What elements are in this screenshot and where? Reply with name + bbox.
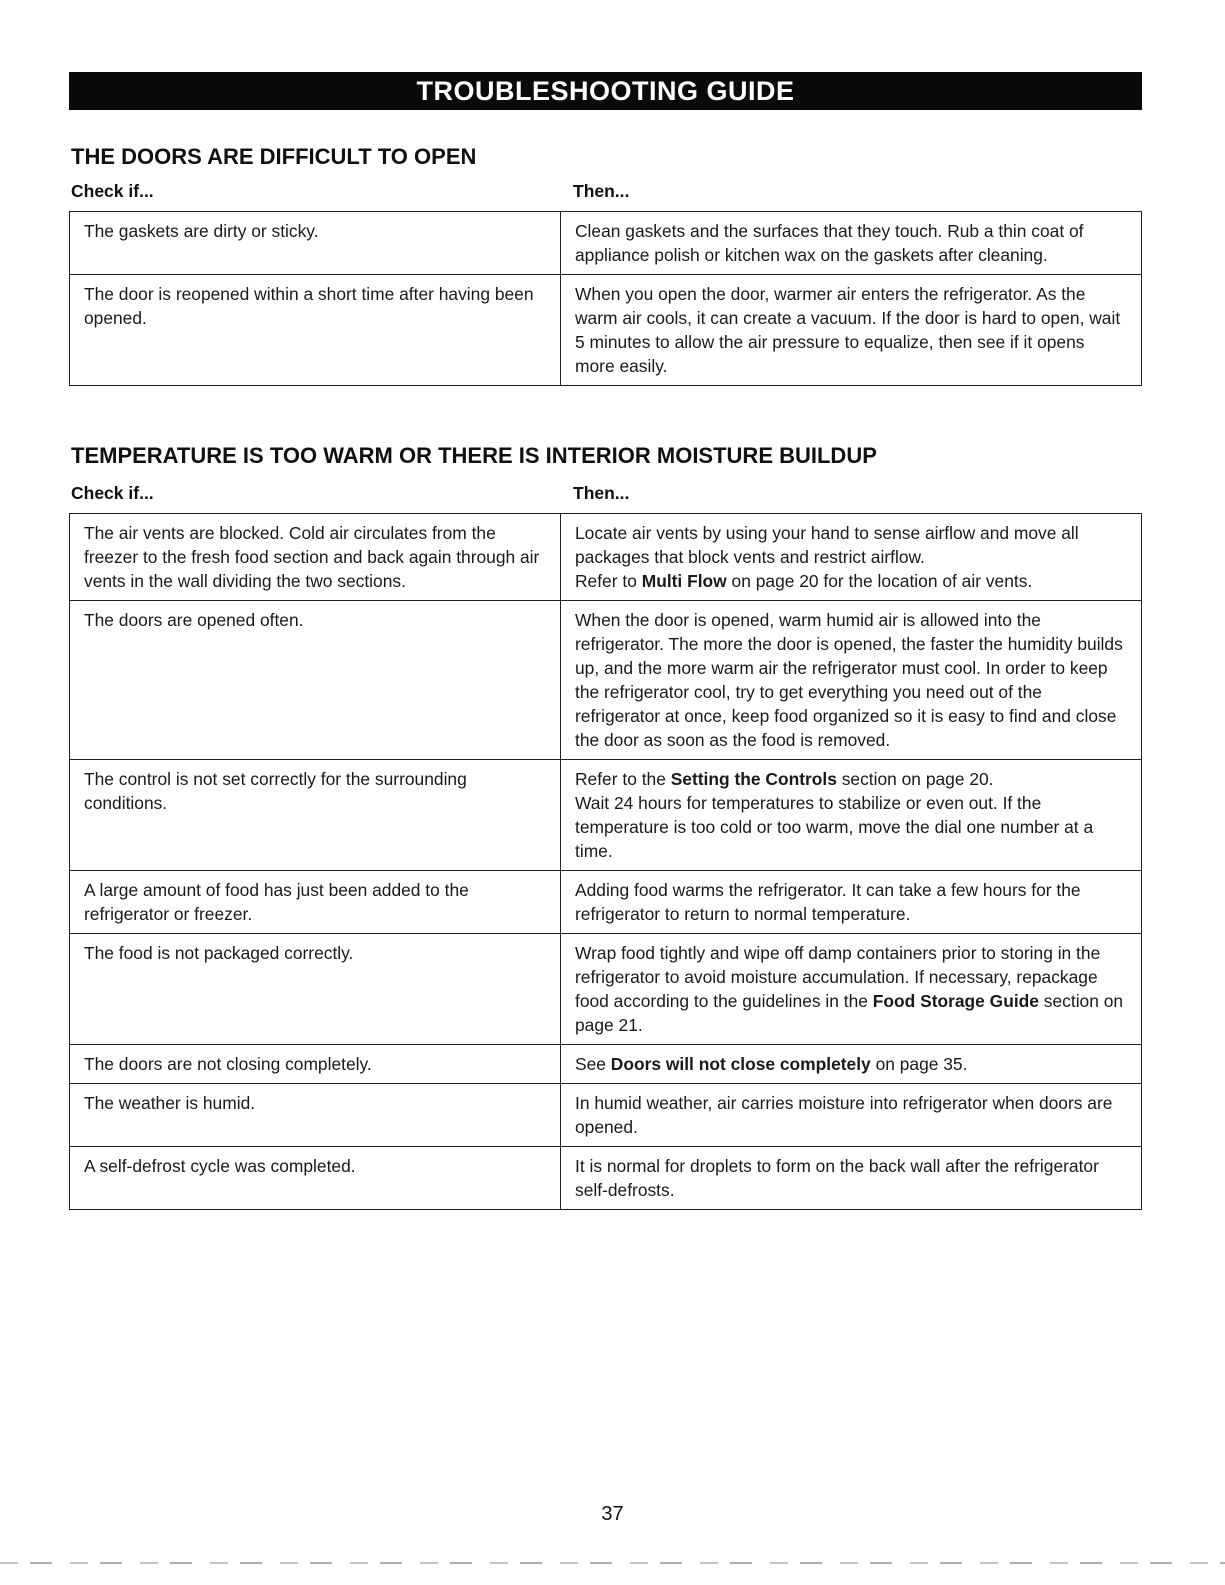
solution-text: Wait 24 hours for temperatures to stabilize or even out. If the temperature is too cold or too warm, move the dial one number at a time. — [575, 793, 1094, 861]
check-cell: The door is reopened within a short time after having been opened. — [70, 275, 561, 386]
solution-text: See — [575, 1054, 611, 1074]
solution-text: When you open the door, warmer air enters the refrigerator. As the warm air cools, it can create a vacuum. If the door is hard to open, wait 5 minutes to allow the air pressure to equalize, then see if it opens more easily. — [575, 284, 1121, 376]
table-row — [70, 514, 1142, 601]
check-cell: The doors are opened often. — [70, 601, 561, 760]
solution-text: Refer to the — [575, 769, 671, 789]
then-cell — [561, 212, 1142, 275]
then-cell — [561, 871, 1142, 934]
check-cell: A self-defrost cycle was completed. — [70, 1147, 561, 1210]
check-cell: The food is not packaged correctly. — [70, 934, 561, 1045]
solution-text: In humid weather, air carries moisture into refrigerator when doors are opened. — [575, 1093, 1113, 1137]
table-row — [70, 212, 1142, 275]
then-cell — [561, 514, 1142, 601]
check-cell: The weather is humid. — [70, 1084, 561, 1147]
then-cell — [561, 1045, 1142, 1084]
table-row — [70, 275, 1142, 386]
troubleshooting-table-doors — [69, 211, 1142, 386]
then-header: Then... — [573, 483, 630, 503]
page-title-banner: TROUBLESHOOTING GUIDE — [69, 72, 1142, 110]
solution-text: Refer to — [575, 571, 642, 591]
table-row — [70, 1147, 1142, 1210]
check-cell: The control is not set correctly for the surrounding conditions. — [70, 760, 561, 871]
then-cell — [561, 760, 1142, 871]
then-cell — [561, 1147, 1142, 1210]
table-row — [70, 601, 1142, 760]
check-cell: The gaskets are dirty or sticky. — [70, 212, 561, 275]
solution-text: section on page 21. — [575, 991, 1124, 1035]
check-cell: The air vents are blocked. Cold air circulates from the freezer to the fresh food section and back again through air vents in the wall dividing the two sections. — [70, 514, 561, 601]
table-row — [70, 1084, 1142, 1147]
page-number: 37 — [601, 1503, 624, 1525]
table-row — [70, 1045, 1142, 1084]
then-cell — [561, 934, 1142, 1045]
table-row — [70, 760, 1142, 871]
check-cell: A large amount of food has just been added to the refrigerator or freezer. — [70, 871, 561, 934]
table-row — [70, 934, 1142, 1045]
solution-text: Clean gaskets and the surfaces that they touch. Rub a thin coat of appliance polish or kitchen wax on the gaskets after cleaning. — [575, 221, 1084, 265]
solution-text: When the door is opened, warm humid air is allowed into the refrigerator. The more the door is opened, the faster the humidity builds up, and the more warm air the refrigerator must cool. In order to keep the refrigerator cool, try to get everything you need out of the refrigerator at once, keep food organized so it is easy to find and close the door as soon as the food is removed. — [575, 610, 1123, 750]
solution-text: Adding food warms the refrigerator. It can take a few hours for the refrigerator to return to normal temperature. — [575, 880, 1081, 924]
section-title-doors: THE DOORS ARE DIFFICULT TO OPEN — [71, 144, 477, 169]
solution-text: Wrap food tightly and wipe off damp containers prior to storing in the refrigerator to avoid moisture accumulation. If necessary, repackage food according to the guidelines in the — [575, 943, 1101, 1011]
table-row — [70, 871, 1142, 934]
check-if-header: Check if... — [71, 483, 154, 503]
bold-reference: Doors will not close completely — [610, 1054, 871, 1074]
solution-text: on page 35. — [870, 1054, 968, 1074]
then-header: Then... — [573, 181, 630, 201]
solution-text: Locate air vents by using your hand to sense airflow and move all packages that block vents and restrict airflow. — [575, 523, 1079, 567]
then-cell — [561, 601, 1142, 760]
solution-text: section on page 20. — [836, 769, 994, 789]
section-title-temperature: TEMPERATURE IS TOO WARM OR THERE IS INTERIOR MOISTURE BUILDUP — [71, 443, 877, 468]
check-cell: The doors are not closing completely. — [70, 1045, 561, 1084]
then-cell — [561, 275, 1142, 386]
troubleshooting-table-temperature — [69, 513, 1142, 1210]
solution-text: It is normal for droplets to form on the back wall after the refrigerator self-defrosts. — [575, 1156, 1099, 1200]
check-if-header: Check if... — [71, 181, 154, 201]
then-cell — [561, 1084, 1142, 1147]
bold-reference: Multi Flow — [641, 571, 727, 591]
bold-reference: Food Storage Guide — [872, 991, 1039, 1011]
scan-artifact-line — [0, 1562, 1225, 1564]
solution-text: on page 20 for the location of air vents. — [726, 571, 1033, 591]
bold-reference: Setting the Controls — [670, 769, 837, 789]
